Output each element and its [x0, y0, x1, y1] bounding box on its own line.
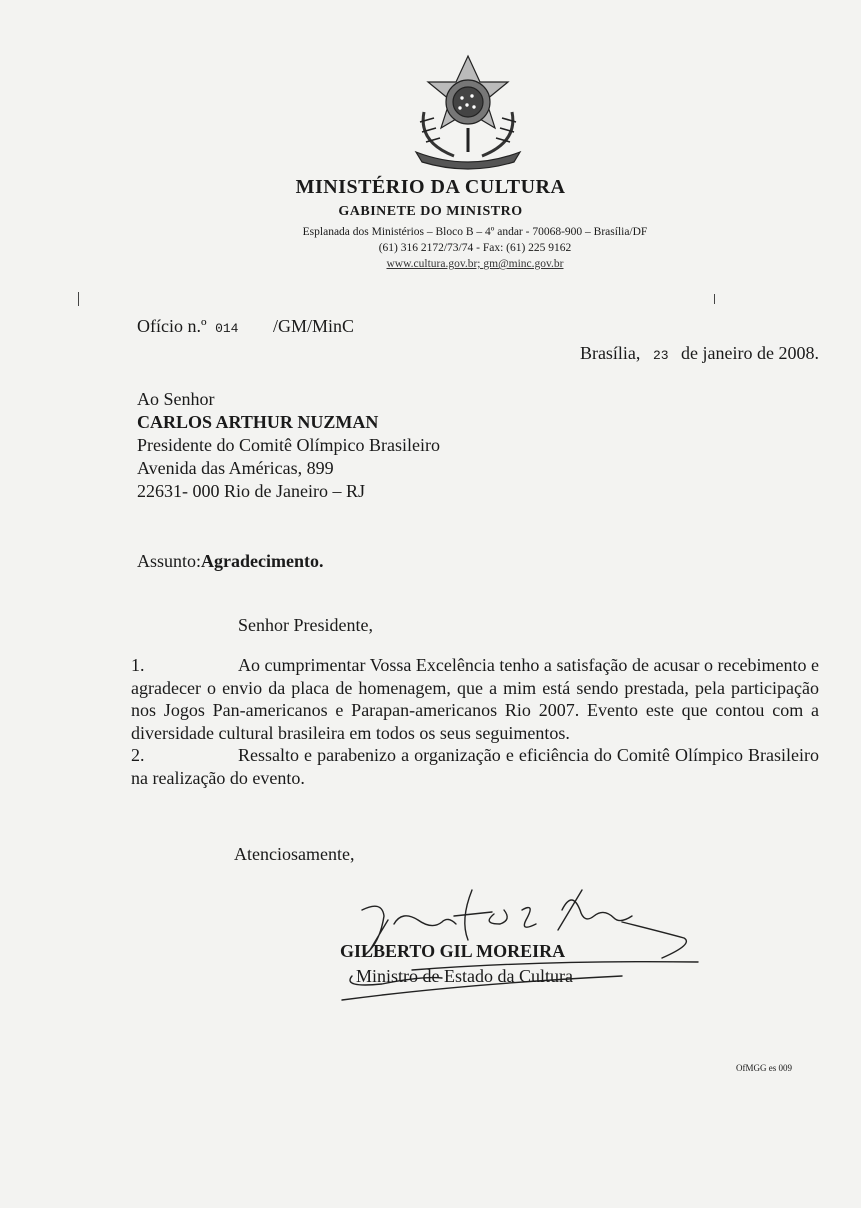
margin-mark-left [78, 292, 79, 306]
reference-suffix: /GM/MinC [272, 316, 355, 336]
signatory-name: GILBERTO GIL MOREIRA [340, 941, 566, 961]
date-day: 23 [652, 348, 669, 363]
recipient-salutation: Ao Senhor [137, 389, 215, 409]
phone-line: (61) 316 2172/73/74 - Fax: (61) 225 9162 [378, 242, 572, 254]
closing: Atenciosamente, [234, 844, 355, 864]
signatory-title: Ministro de Estado da Cultura [356, 966, 573, 986]
recipient-city: 22631- 000 Rio de Janeiro – RJ [137, 481, 365, 501]
recipient-name: CARLOS ARTHUR NUZMAN [137, 412, 379, 432]
paragraph-number: 2. [131, 745, 145, 765]
recipient-block [137, 388, 440, 503]
paragraph-1 [131, 654, 819, 744]
letter-date [580, 343, 819, 364]
website-link[interactable]: www.cultura.gov.br; [386, 258, 481, 270]
cabinet-name: GABINETE DO MINISTRO [338, 204, 523, 219]
subject-value: Agradecimento. [201, 551, 324, 571]
reference-number: 014 [215, 321, 239, 336]
paragraph-2 [131, 744, 819, 789]
reference-prefix: Ofício n.º [137, 316, 207, 336]
margin-mark-right [714, 294, 715, 304]
subject-line [137, 551, 323, 572]
paragraph-text: Ao cumprimentar Vossa Excelência tenho a satisfação de acusar o recebimento e agradecer o envio da placa de homenagem, que a mim está sendo prestada, pela participação nos Jogos Pan-americanos e Parapan-americanos Rio 2007. Evento este que contou com a diversidade cultural brasileira em todos os seus seguimentos. [131, 655, 819, 743]
subject-label: Assunto: [137, 551, 202, 571]
footer-code: OfMGG es 009 [736, 1063, 792, 1073]
recipient-title: Presidente do Comitê Olímpico Brasileiro [137, 435, 440, 455]
recipient-street: Avenida das Américas, 899 [137, 458, 334, 478]
letter-body [131, 654, 819, 789]
coat-of-arms-seal [410, 52, 526, 170]
web-contact-line [0, 258, 861, 270]
letterhead-address [0, 224, 861, 256]
email-link[interactable]: gm@minc.gov.br [483, 258, 564, 270]
paragraph-text: Ressalto e parabenizo a organização e eficiência do Comitê Olímpico Brasileiro na realização do evento. [131, 745, 819, 788]
paragraph-number: 1. [131, 655, 145, 675]
ministry-name: MINISTÉRIO DA CULTURA [295, 176, 566, 198]
address-line: Esplanada dos Ministérios – Bloco B – 4º andar - 70068-900 – Brasília/DF [302, 226, 648, 238]
date-city: Brasília, [579, 343, 641, 363]
date-rest: de janeiro de 2008. [681, 343, 819, 363]
greeting: Senhor Presidente, [238, 615, 373, 635]
reference-line [137, 316, 354, 337]
